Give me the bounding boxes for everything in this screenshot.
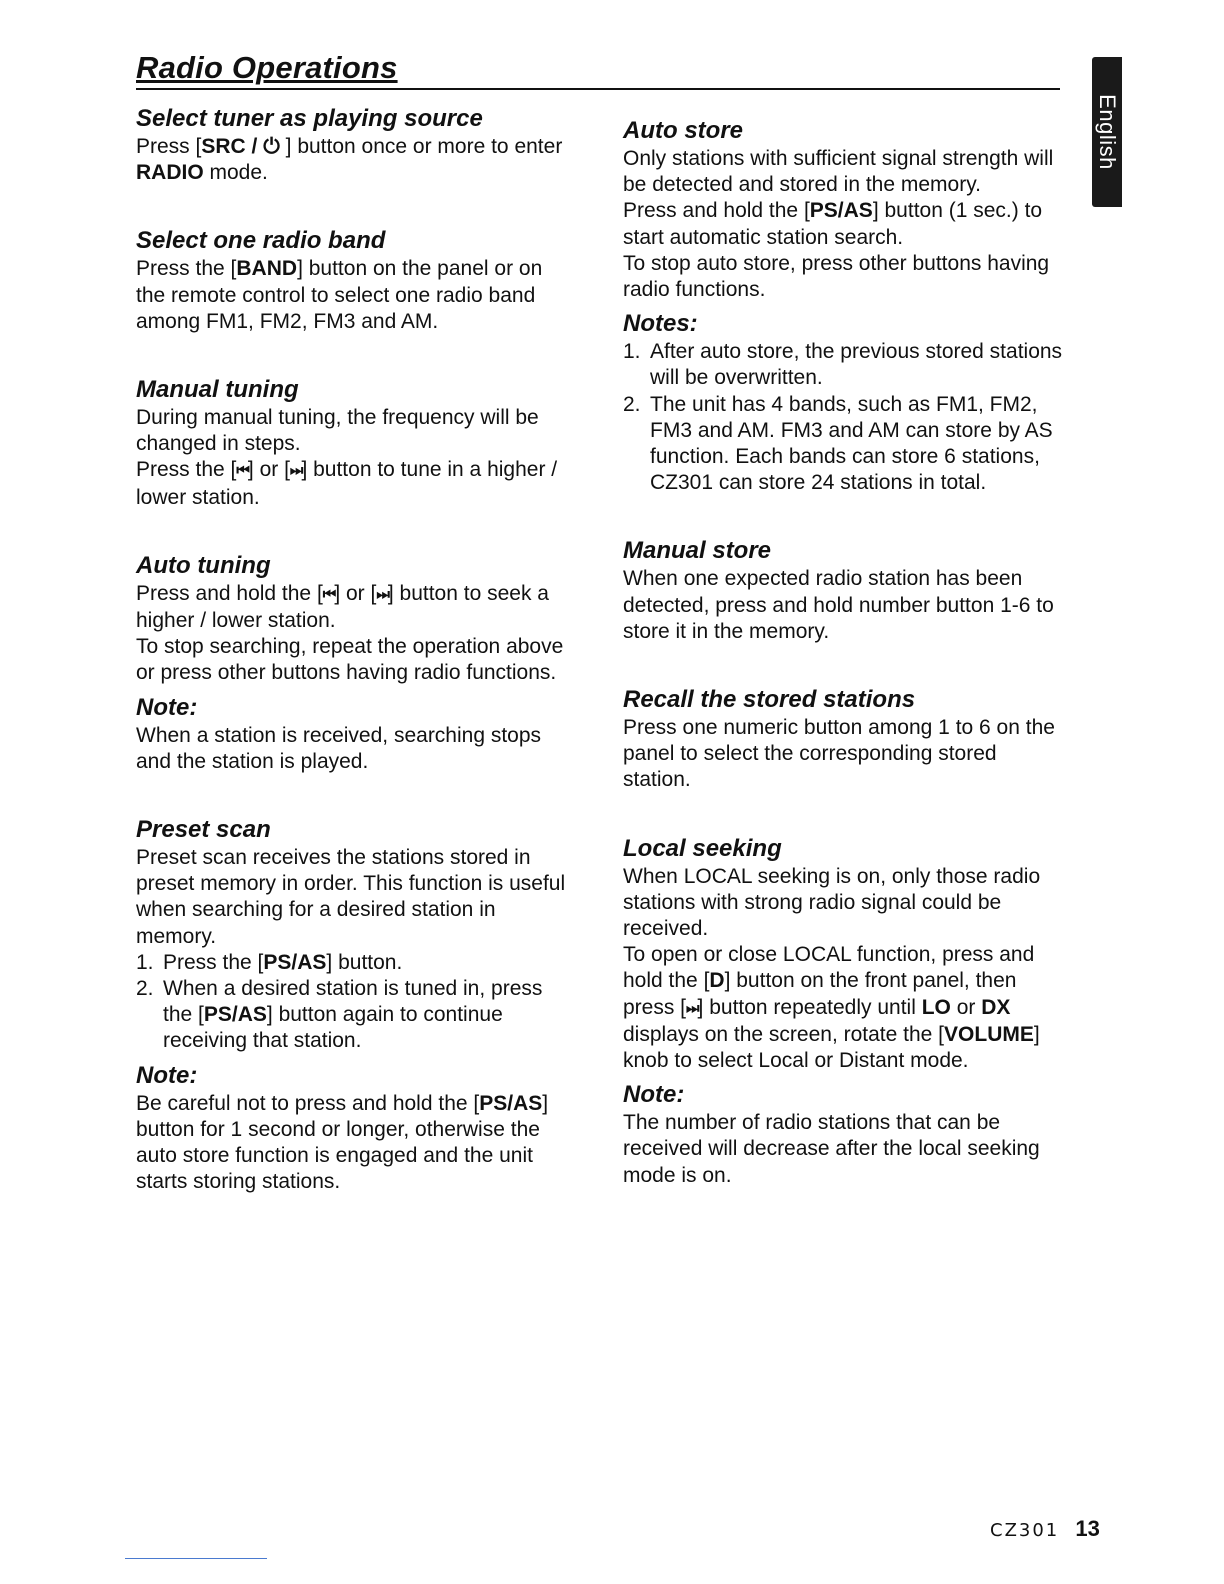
section-heading: Auto tuning bbox=[136, 551, 271, 579]
previous-track-icon: ⏮ bbox=[236, 462, 248, 480]
page-title: Radio Operations bbox=[136, 50, 398, 85]
section-text: During manual tuning, the frequency will be changed in steps. bbox=[136, 406, 539, 456]
section-select-tuner bbox=[136, 104, 576, 186]
previous-track-icon: ⏮ bbox=[322, 585, 335, 603]
title-rule bbox=[136, 88, 1060, 90]
next-track-icon: ⏭ bbox=[289, 462, 302, 480]
list-item: 1. Press the [PS/AS] button. bbox=[136, 950, 403, 974]
next-track-icon: ⏭ bbox=[376, 585, 388, 603]
note-heading: Note: bbox=[136, 1061, 198, 1089]
page-footer bbox=[990, 1516, 1100, 1542]
section-text: Press and hold the [PS/AS] button (1 sec.) to start automatic station search. bbox=[623, 199, 1043, 249]
language-tab-label: English bbox=[1095, 94, 1120, 170]
section-heading: Auto store bbox=[623, 117, 743, 144]
section-heading: Select one radio band bbox=[136, 227, 386, 255]
section-select-band bbox=[136, 226, 576, 335]
note-text: Be careful not to press and hold the [PS/AS] button for 1 second or longer, otherwise the auto store function is engaged and the unit starts storing stations. bbox=[136, 1091, 549, 1194]
section-text: Press the [⏮] or [⏭] button to tune in a higher / lower station. bbox=[136, 458, 558, 509]
section-preset-scan bbox=[136, 815, 576, 1195]
list-item: 2. When a desired station is tuned in, press the [PS/AS] button again to continue receiving that station. bbox=[136, 977, 543, 1053]
list-item: 2. The unit has 4 bands, such as FM1, FM2, FM3 and AM. FM3 and AM can store by AS function. Each bands can store 6 stations, CZ301 can store 24 stations in total. bbox=[623, 392, 1053, 495]
section-text: Press one numeric button among 1 to 6 on the panel to select the corresponding stored station. bbox=[623, 716, 1055, 792]
section-text: Press [SRC / ⏻ ] button once or more to enter RADIO mode. bbox=[136, 135, 563, 185]
page-number: 13 bbox=[1075, 1516, 1100, 1541]
language-tab bbox=[1092, 57, 1122, 207]
note-heading: Note: bbox=[623, 1081, 685, 1109]
section-heading: Select tuner as playing source bbox=[136, 105, 483, 132]
section-local-seeking bbox=[623, 834, 1068, 1189]
left-column bbox=[136, 104, 576, 1195]
note-heading: Note: bbox=[136, 693, 198, 721]
auto-store-notes bbox=[623, 339, 1068, 496]
section-heading: Manual tuning bbox=[136, 376, 299, 404]
next-track-icon: ⏭ bbox=[686, 999, 698, 1017]
section-auto-store bbox=[623, 116, 1068, 496]
section-text: When LOCAL seeking is on, only those radio stations with strong radio signal could be received. bbox=[623, 864, 1041, 941]
preset-scan-steps bbox=[136, 950, 576, 1055]
right-column bbox=[623, 116, 1068, 1189]
section-text: Press the [BAND] button on the panel or on the remote control to select one radio band among FM1, FM2, FM3 and AM. bbox=[136, 257, 543, 333]
section-text: Preset scan receives the stations stored in preset memory in order. This function is useful when searching for a desired station in memory. bbox=[136, 846, 566, 948]
note-text: The number of radio stations that can be received will decrease after the local seeking mode is on. bbox=[623, 1111, 1040, 1187]
model-name: CZ301 bbox=[990, 1520, 1060, 1541]
section-manual-tuning bbox=[136, 375, 576, 511]
list-item: 1. After auto store, the previous stored stations will be overwritten. bbox=[623, 340, 1063, 390]
section-text: To stop searching, repeat the operation above or press other buttons having radio functions. bbox=[136, 635, 564, 685]
section-manual-store bbox=[623, 536, 1068, 645]
section-text: When one expected radio station has been detected, press and hold number button 1-6 to store it in the memory. bbox=[623, 567, 1054, 643]
section-heading: Preset scan bbox=[136, 816, 271, 844]
section-heading: Manual store bbox=[623, 537, 772, 565]
section-heading: Recall the stored stations bbox=[623, 686, 916, 714]
note-heading: Notes: bbox=[623, 310, 698, 338]
section-text: Press and hold the [⏮] or [⏭] button to seek a higher / lower station. bbox=[136, 581, 549, 633]
section-text: Only stations with sufficient signal strength will be detected and stored in the memory. bbox=[623, 147, 1054, 197]
section-recall-stations bbox=[623, 685, 1068, 794]
section-auto-tuning bbox=[136, 551, 576, 775]
note-text: When a station is received, searching stops and the station is played. bbox=[136, 723, 542, 773]
section-heading: Local seeking bbox=[623, 834, 782, 862]
section-text: To stop auto store, press other buttons having radio functions. bbox=[623, 251, 1050, 302]
section-text: To open or close LOCAL function, press and hold the [D] button on the front panel, then press [⏭] button repeatedly until LO or DX displays on the screen, rotate the [VOLUME] knob to select Local or Distant mode. bbox=[623, 943, 1040, 1073]
footer-rule bbox=[125, 1558, 267, 1559]
